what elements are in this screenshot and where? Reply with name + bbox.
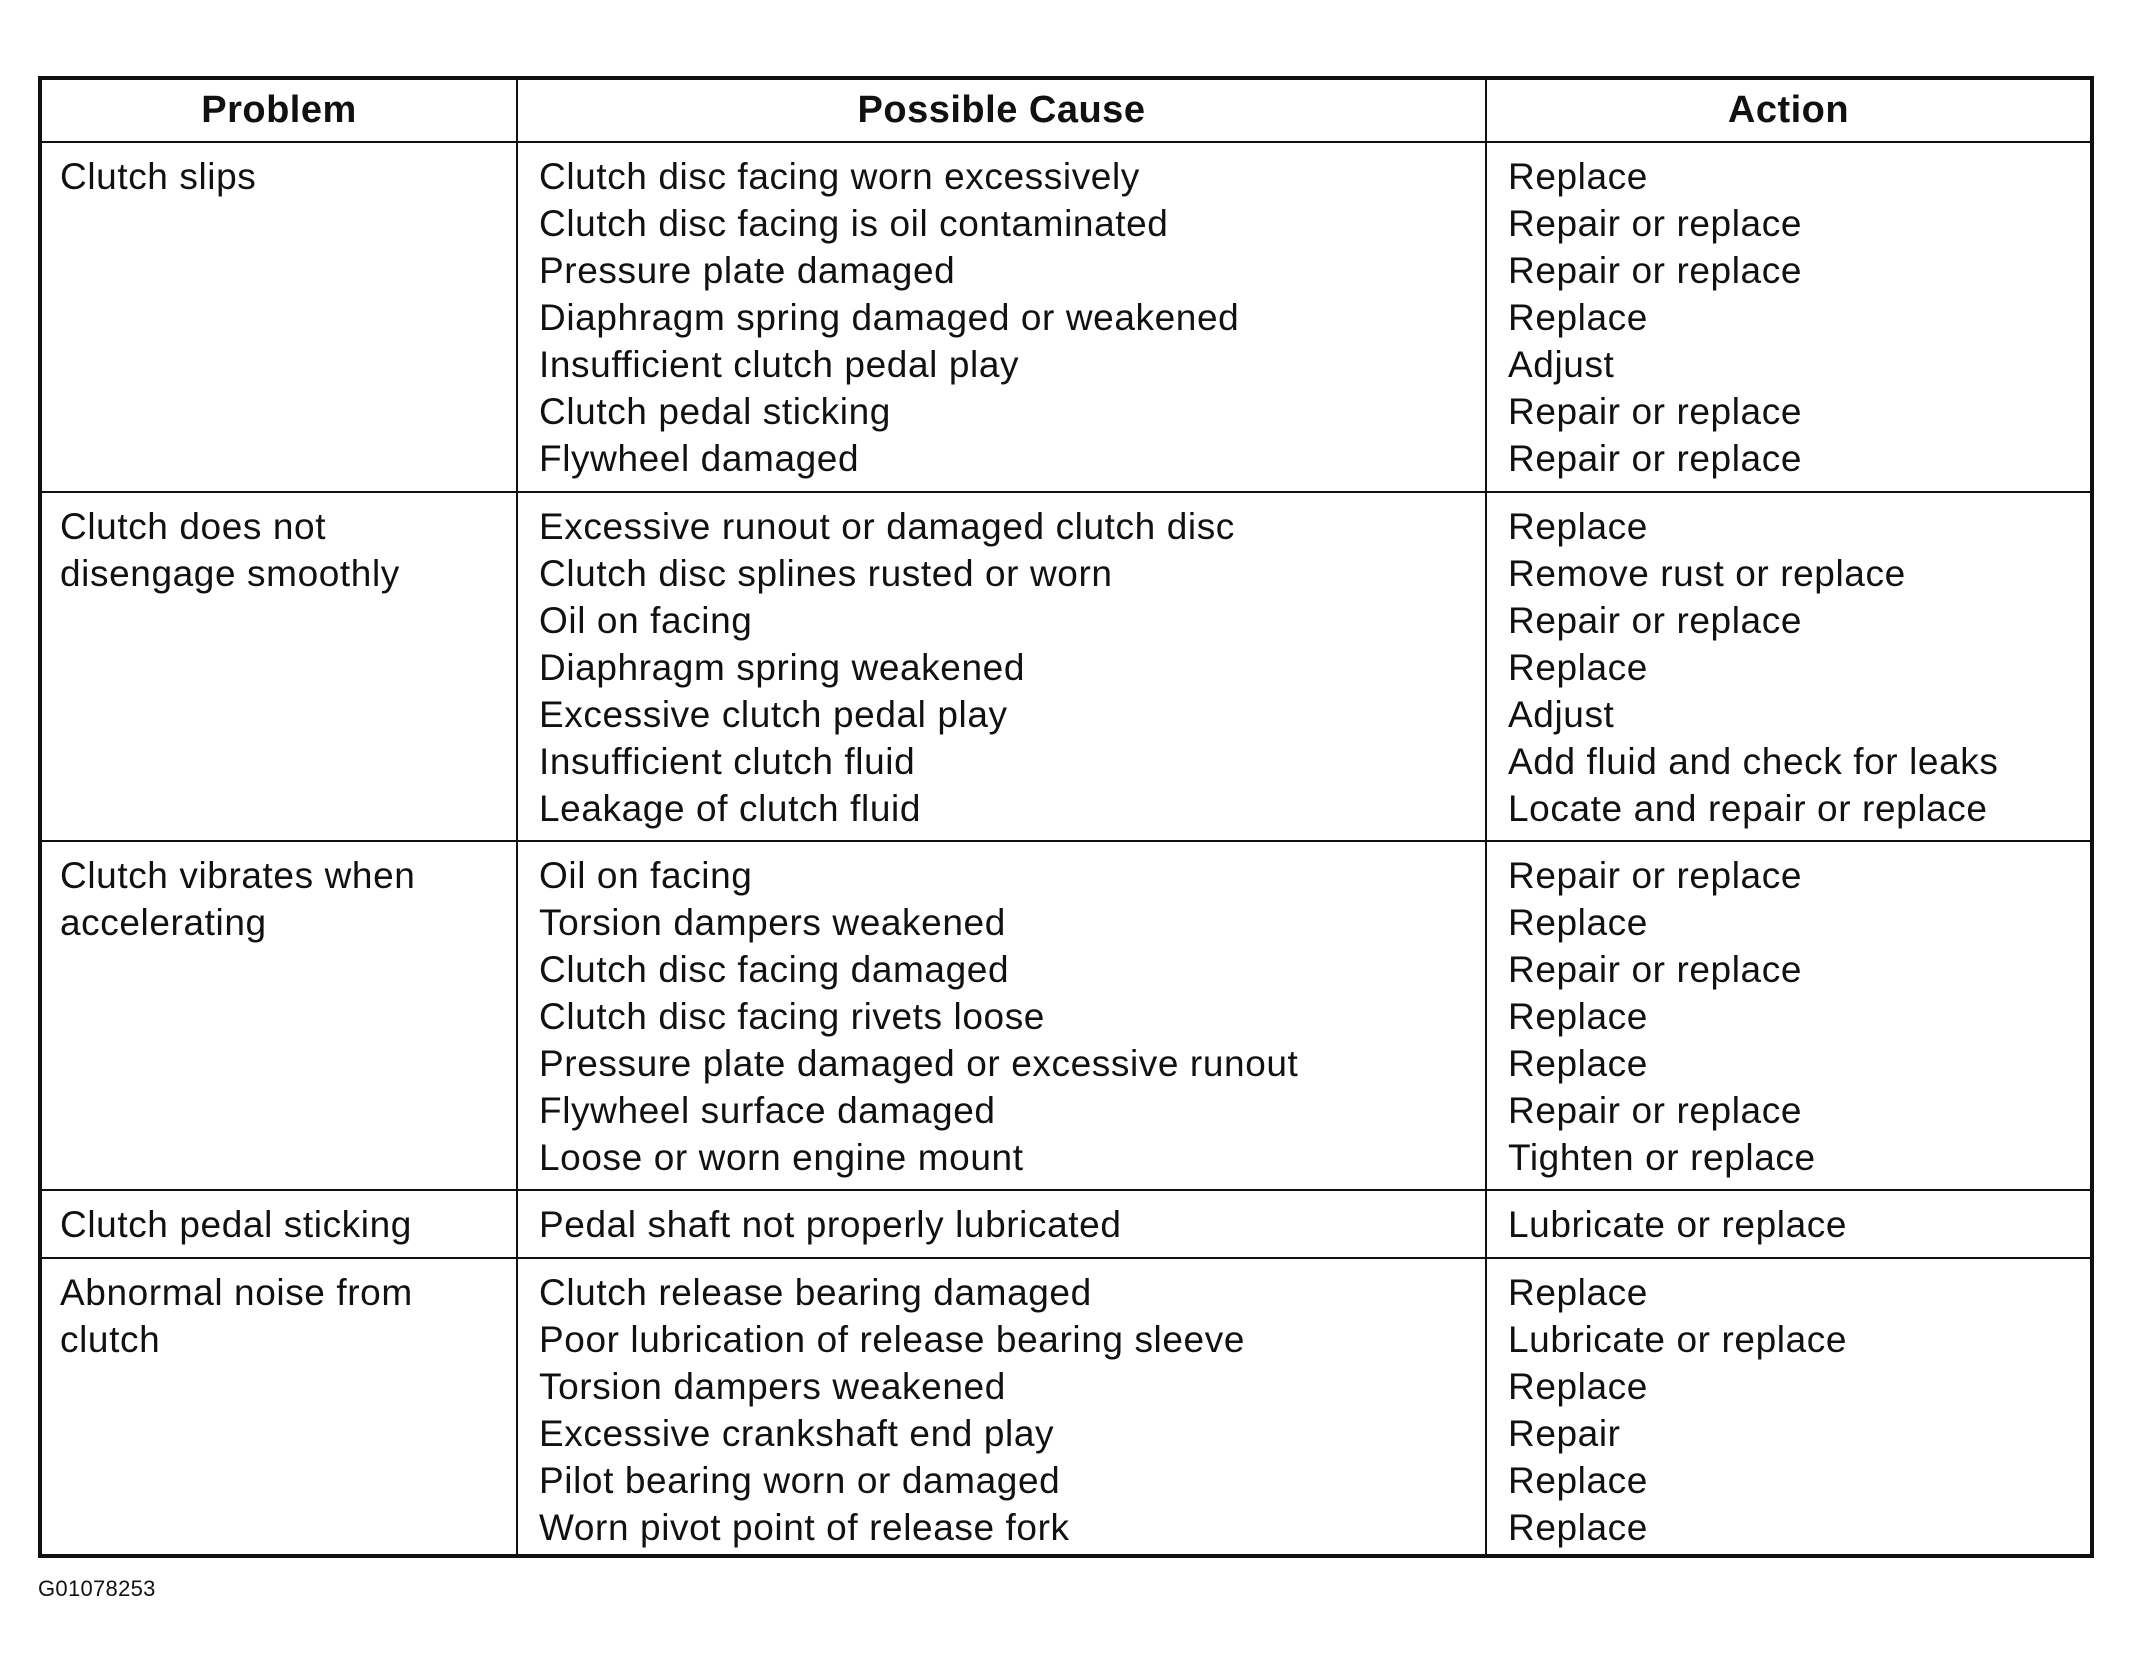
- possible-cause-cell: [518, 1191, 1487, 1259]
- action-line: Replace: [1508, 1460, 1648, 1501]
- action-cell: [1487, 1259, 2090, 1554]
- cause-line: Poor lubrication of release bearing sleeve: [539, 1319, 1245, 1360]
- action-line: Replace: [1508, 902, 1648, 943]
- action-line: Adjust: [1508, 694, 1615, 735]
- action-line: Repair: [1508, 1413, 1621, 1454]
- cause-line: Pedal shaft not properly lubricated: [539, 1204, 1122, 1245]
- cause-line: Oil on facing: [539, 855, 753, 896]
- action-line: Repair or replace: [1508, 250, 1803, 291]
- action-line: Lubricate or replace: [1508, 1204, 1848, 1245]
- problem-text: Clutch does not disengage smoothly: [60, 506, 400, 594]
- troubleshooting-table: [38, 76, 2094, 1558]
- cause-line: Pressure plate damaged or excessive runout: [539, 1043, 1299, 1084]
- cause-line: Clutch disc facing rivets loose: [539, 996, 1045, 1037]
- header-problem: Problem: [42, 80, 518, 143]
- problem-cell: [42, 143, 518, 493]
- problem-cell: [42, 1259, 518, 1554]
- problem-text: Clutch slips: [60, 156, 257, 197]
- action-cell: [1487, 143, 2090, 493]
- cause-line: Clutch disc facing damaged: [539, 949, 1010, 990]
- cause-line: Excessive crankshaft end play: [539, 1413, 1055, 1454]
- problem-text: Abnormal noise from clutch: [60, 1272, 413, 1360]
- action-line: Replace: [1508, 1366, 1648, 1407]
- action-line: Tighten or replace: [1508, 1137, 1816, 1178]
- problem-text: Clutch vibrates when accelerating: [60, 855, 416, 943]
- action-cell: [1487, 1191, 2090, 1259]
- action-line: Adjust: [1508, 344, 1615, 385]
- action-line: Repair or replace: [1508, 438, 1803, 479]
- action-cell: [1487, 493, 2090, 842]
- cause-line: Clutch pedal sticking: [539, 391, 891, 432]
- action-line: Replace: [1508, 506, 1648, 547]
- action-line: Replace: [1508, 156, 1648, 197]
- action-line: Locate and repair or replace: [1508, 788, 1988, 829]
- possible-cause-cell: [518, 143, 1487, 493]
- header-action: Action: [1487, 80, 2090, 143]
- action-line: Repair or replace: [1508, 600, 1803, 641]
- possible-cause-cell: [518, 493, 1487, 842]
- cause-line: Excessive clutch pedal play: [539, 694, 1008, 735]
- cause-line: Clutch disc splines rusted or worn: [539, 553, 1113, 594]
- figure-id: G01078253: [38, 1576, 156, 1601]
- action-line: Replace: [1508, 647, 1648, 688]
- cause-line: Diaphragm spring weakened: [539, 647, 1025, 688]
- action-line: Replace: [1508, 1272, 1648, 1313]
- cause-line: Oil on facing: [539, 600, 753, 641]
- cause-line: Torsion dampers weakened: [539, 902, 1006, 943]
- action-line: Add fluid and check for leaks: [1508, 741, 1999, 782]
- action-line: Repair or replace: [1508, 203, 1803, 244]
- cause-line: Loose or worn engine mount: [539, 1137, 1024, 1178]
- possible-cause-cell: [518, 842, 1487, 1191]
- cause-line: Pressure plate damaged: [539, 250, 956, 291]
- action-line: Replace: [1508, 1043, 1648, 1084]
- cause-line: Worn pivot point of release fork: [539, 1507, 1070, 1548]
- cause-line: Torsion dampers weakened: [539, 1366, 1006, 1407]
- action-line: Lubricate or replace: [1508, 1319, 1848, 1360]
- action-line: Remove rust or replace: [1508, 553, 1906, 594]
- action-line: Repair or replace: [1508, 391, 1803, 432]
- action-line: Replace: [1508, 996, 1648, 1037]
- problem-text: Clutch pedal sticking: [60, 1204, 412, 1245]
- cause-line: Insufficient clutch pedal play: [539, 344, 1020, 385]
- action-line: Repair or replace: [1508, 1090, 1803, 1131]
- cause-line: Insufficient clutch fluid: [539, 741, 916, 782]
- header-possible-cause: Possible Cause: [518, 80, 1487, 143]
- problem-cell: [42, 842, 518, 1191]
- cause-line: Flywheel damaged: [539, 438, 860, 479]
- action-line: Replace: [1508, 297, 1648, 338]
- action-line: Repair or replace: [1508, 855, 1803, 896]
- cause-line: Leakage of clutch fluid: [539, 788, 921, 829]
- cause-line: Excessive runout or damaged clutch disc: [539, 506, 1235, 547]
- action-line: Repair or replace: [1508, 949, 1803, 990]
- action-cell: [1487, 842, 2090, 1191]
- cause-line: Clutch disc facing is oil contaminated: [539, 203, 1169, 244]
- cause-line: Flywheel surface damaged: [539, 1090, 996, 1131]
- cause-line: Diaphragm spring damaged or weakened: [539, 297, 1240, 338]
- cause-line: Pilot bearing worn or damaged: [539, 1460, 1061, 1501]
- action-line: Replace: [1508, 1507, 1648, 1548]
- possible-cause-cell: [518, 1259, 1487, 1554]
- cause-line: Clutch disc facing worn excessively: [539, 156, 1140, 197]
- cause-line: Clutch release bearing damaged: [539, 1272, 1092, 1313]
- problem-cell: [42, 493, 518, 842]
- problem-cell: [42, 1191, 518, 1259]
